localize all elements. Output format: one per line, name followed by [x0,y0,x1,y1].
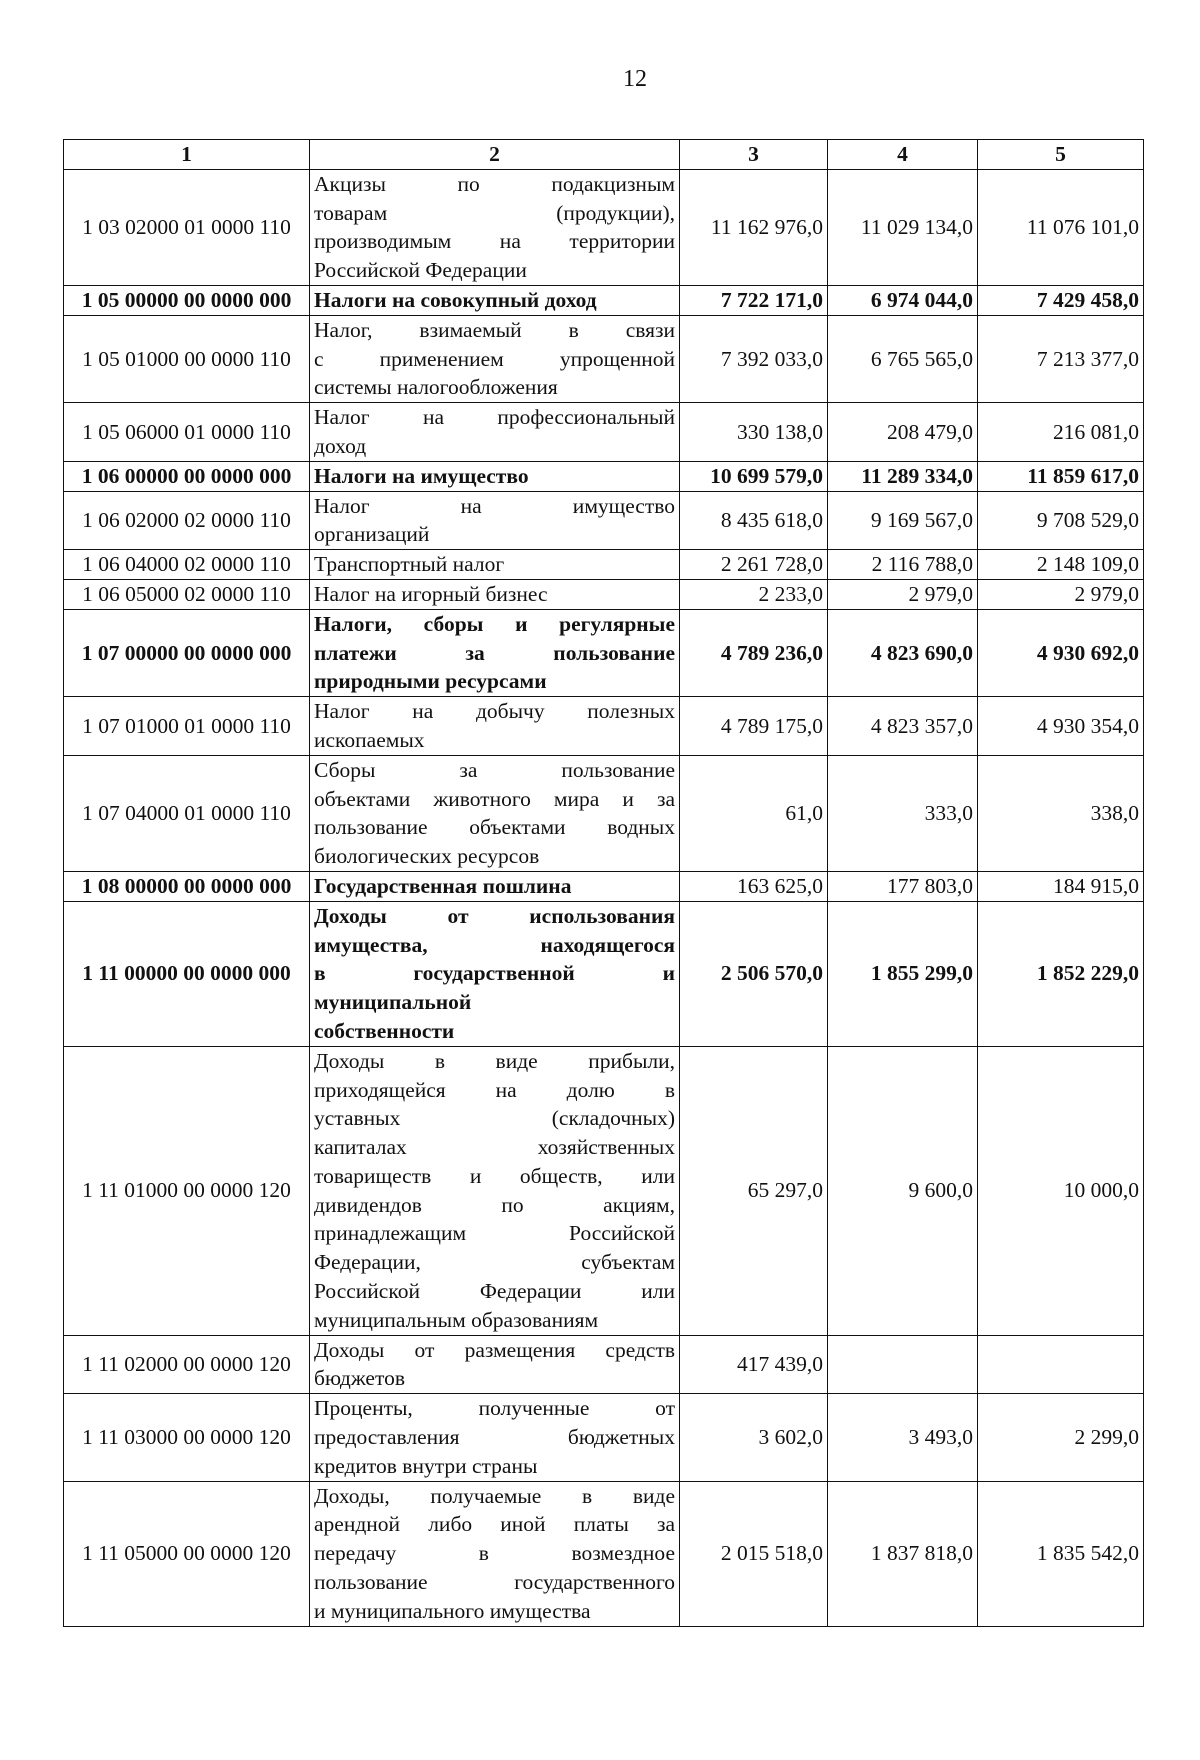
row-name-line: пользование государственного [314,1570,675,1595]
table-row [64,285,1144,315]
row-name-line: Доходы от использования [314,903,675,928]
table-row [64,871,1144,901]
row-name-line: имущества, находящегося [314,932,675,957]
row-name-line: Сборы за пользование [314,757,675,782]
row-value-col4: 9 600,0 [828,1046,978,1335]
row-name-line: Российской Федерации или [314,1279,675,1304]
row-value-col5: 338,0 [978,755,1144,871]
row-value-col4: 1 855 299,0 [828,901,978,1046]
row-value-col4: 11 029 134,0 [828,169,978,285]
row-code: 1 06 04000 02 0000 110 [64,550,310,580]
row-name [310,901,680,1046]
row-name [310,550,680,580]
row-value-col3: 2 233,0 [680,579,828,609]
row-name-line: арендной либо иной платы за [314,1512,675,1537]
table-row [64,169,1144,285]
row-value-col3: 2 015 518,0 [680,1481,828,1626]
table-row [64,550,1144,580]
row-code: 1 11 01000 00 0000 120 [64,1046,310,1335]
column-header: 5 [978,140,1144,170]
row-code: 1 11 03000 00 0000 120 [64,1394,310,1481]
table-row [64,315,1144,402]
row-value-col4: 177 803,0 [828,871,978,901]
row-name-line: товарам (продукции), [314,200,675,225]
row-name [310,315,680,402]
row-value-col4: 4 823 357,0 [828,697,978,756]
row-name [310,755,680,871]
row-value-col3: 163 625,0 [680,871,828,901]
row-name-line: Федерации, субъектам [314,1250,675,1275]
row-name-line: Доходы в виде прибыли, [314,1048,675,1073]
table-header-row [64,140,1144,170]
row-name-line: Доходы, получаемые в виде [314,1483,675,1508]
row-name [310,871,680,901]
row-name-line: природными ресурсами [314,669,547,694]
table-row [64,1481,1144,1626]
row-name [310,491,680,550]
row-value-col5: 11 076 101,0 [978,169,1144,285]
row-name-line: муниципальным образованиям [314,1307,599,1332]
row-name-line: Налог на профессиональный [314,405,675,430]
row-code: 1 07 01000 01 0000 110 [64,697,310,756]
row-value-col4: 4 823 690,0 [828,609,978,696]
row-name [310,1394,680,1481]
row-value-col4: 2 979,0 [828,579,978,609]
row-name-line: Российской Федерации [314,258,527,283]
row-value-col3: 61,0 [680,755,828,871]
row-value-col5: 1 835 542,0 [978,1481,1144,1626]
row-name-line: платежи за пользование [314,640,675,665]
row-name-line: с применением упрощенной [314,346,675,371]
revenue-table [63,139,1144,1627]
row-code: 1 06 02000 02 0000 110 [64,491,310,550]
row-name-line: муниципальной [314,990,472,1015]
row-value-col3: 417 439,0 [680,1335,828,1394]
table-row [64,1394,1144,1481]
row-value-col4 [828,1335,978,1394]
row-value-col3: 11 162 976,0 [680,169,828,285]
row-code: 1 06 05000 02 0000 110 [64,579,310,609]
row-code: 1 05 06000 01 0000 110 [64,403,310,462]
row-value-col5: 2 299,0 [978,1394,1144,1481]
table-row [64,461,1144,491]
row-name-line: Налоги на имущество [314,463,529,488]
row-name-line: Налог на имущество [314,493,675,518]
row-name-line: собственности [314,1018,455,1043]
row-name-line: кредитов внутри страны [314,1453,538,1478]
row-value-col5: 7 429 458,0 [978,285,1144,315]
row-name-line: доход [314,433,367,458]
row-code: 1 06 00000 00 0000 000 [64,461,310,491]
column-header: 4 [828,140,978,170]
row-value-col4: 2 116 788,0 [828,550,978,580]
row-value-col3: 10 699 579,0 [680,461,828,491]
row-name-line: товариществ и обществ, или [314,1163,675,1188]
row-value-col3: 65 297,0 [680,1046,828,1335]
row-name-line: ископаемых [314,727,425,752]
row-name-line: принадлежащим Российской [314,1221,675,1246]
row-value-col5: 4 930 692,0 [978,609,1144,696]
row-name [310,461,680,491]
row-name-line: и муниципального имущества [314,1598,591,1623]
row-value-col4: 333,0 [828,755,978,871]
row-name-line: организаций [314,522,430,547]
row-name-line: бюджетов [314,1366,405,1391]
row-name [310,403,680,462]
row-value-col5: 11 859 617,0 [978,461,1144,491]
row-name-line: предоставления бюджетных [314,1425,675,1450]
row-value-col4: 9 169 567,0 [828,491,978,550]
row-value-col3: 330 138,0 [680,403,828,462]
row-value-col3: 8 435 618,0 [680,491,828,550]
row-name [310,285,680,315]
row-name-line: Налоги, сборы и регулярные [314,611,675,636]
row-name-line: Проценты, полученные от [314,1396,675,1421]
row-value-col4: 3 493,0 [828,1394,978,1481]
row-name-line: Налог, взимаемый в связи [314,317,675,342]
column-header: 2 [310,140,680,170]
row-code: 1 05 01000 00 0000 110 [64,315,310,402]
row-value-col5: 184 915,0 [978,871,1144,901]
table-row [64,755,1144,871]
row-name [310,579,680,609]
row-name-line: Налог на игорный бизнес [314,581,548,606]
row-name-line: капиталах хозяйственных [314,1135,675,1160]
row-value-col5: 4 930 354,0 [978,697,1144,756]
row-value-col3: 7 722 171,0 [680,285,828,315]
row-value-col3: 7 392 033,0 [680,315,828,402]
row-code: 1 08 00000 00 0000 000 [64,871,310,901]
row-name-line: производимым на территории [314,229,675,254]
column-header: 1 [64,140,310,170]
row-value-col5: 7 213 377,0 [978,315,1144,402]
table-row [64,609,1144,696]
row-code: 1 07 00000 00 0000 000 [64,609,310,696]
row-code: 1 11 00000 00 0000 000 [64,901,310,1046]
row-name-line: пользование объектами водных [314,815,675,840]
row-name [310,697,680,756]
row-name [310,1481,680,1626]
row-value-col3: 2 261 728,0 [680,550,828,580]
row-value-col3: 4 789 236,0 [680,609,828,696]
table-row [64,579,1144,609]
row-name [310,1046,680,1335]
row-name-line: Доходы от размещения средств [314,1337,675,1362]
row-value-col4: 11 289 334,0 [828,461,978,491]
row-value-col3: 2 506 570,0 [680,901,828,1046]
table-body [64,169,1144,1626]
row-name-line: Транспортный налог [314,552,505,577]
row-value-col4: 6 765 565,0 [828,315,978,402]
row-value-col5: 1 852 229,0 [978,901,1144,1046]
row-value-col5: 2 148 109,0 [978,550,1144,580]
row-value-col3: 3 602,0 [680,1394,828,1481]
row-value-col5 [978,1335,1144,1394]
row-code: 1 11 02000 00 0000 120 [64,1335,310,1394]
row-value-col3: 4 789 175,0 [680,697,828,756]
row-name [310,609,680,696]
row-name [310,169,680,285]
row-name-line: дивидендов по акциям, [314,1192,675,1217]
row-name-line: биологических ресурсов [314,844,540,869]
row-name-line: объектами животного мира и за [314,786,675,811]
table-row [64,697,1144,756]
row-code: 1 07 04000 01 0000 110 [64,755,310,871]
column-header: 3 [680,140,828,170]
row-name-line: Налоги на совокупный доход [314,287,597,312]
row-name-line: передачу в возмездное [314,1541,675,1566]
row-code: 1 05 00000 00 0000 000 [64,285,310,315]
row-name-line: уставных (складочных) [314,1106,675,1131]
table-row [64,491,1144,550]
row-value-col4: 1 837 818,0 [828,1481,978,1626]
table-row [64,1046,1144,1335]
row-value-col5: 10 000,0 [978,1046,1144,1335]
row-value-col5: 216 081,0 [978,403,1144,462]
row-code: 1 03 02000 01 0000 110 [64,169,310,285]
row-name-line: в государственной и [314,961,675,986]
row-value-col5: 9 708 529,0 [978,491,1144,550]
row-name-line: системы налогообложения [314,375,558,400]
row-name-line: Государственная пошлина [314,873,572,898]
row-value-col5: 2 979,0 [978,579,1144,609]
row-name-line: Акцизы по подакцизным [314,171,675,196]
row-name-line: Налог на добычу полезных [314,699,675,724]
row-name-line: приходящейся на долю в [314,1077,675,1102]
table-row [64,403,1144,462]
page-number: 12 [623,66,647,92]
table-row [64,901,1144,1046]
row-name [310,1335,680,1394]
row-code: 1 11 05000 00 0000 120 [64,1481,310,1626]
table-row [64,1335,1144,1394]
row-value-col4: 6 974 044,0 [828,285,978,315]
row-value-col4: 208 479,0 [828,403,978,462]
